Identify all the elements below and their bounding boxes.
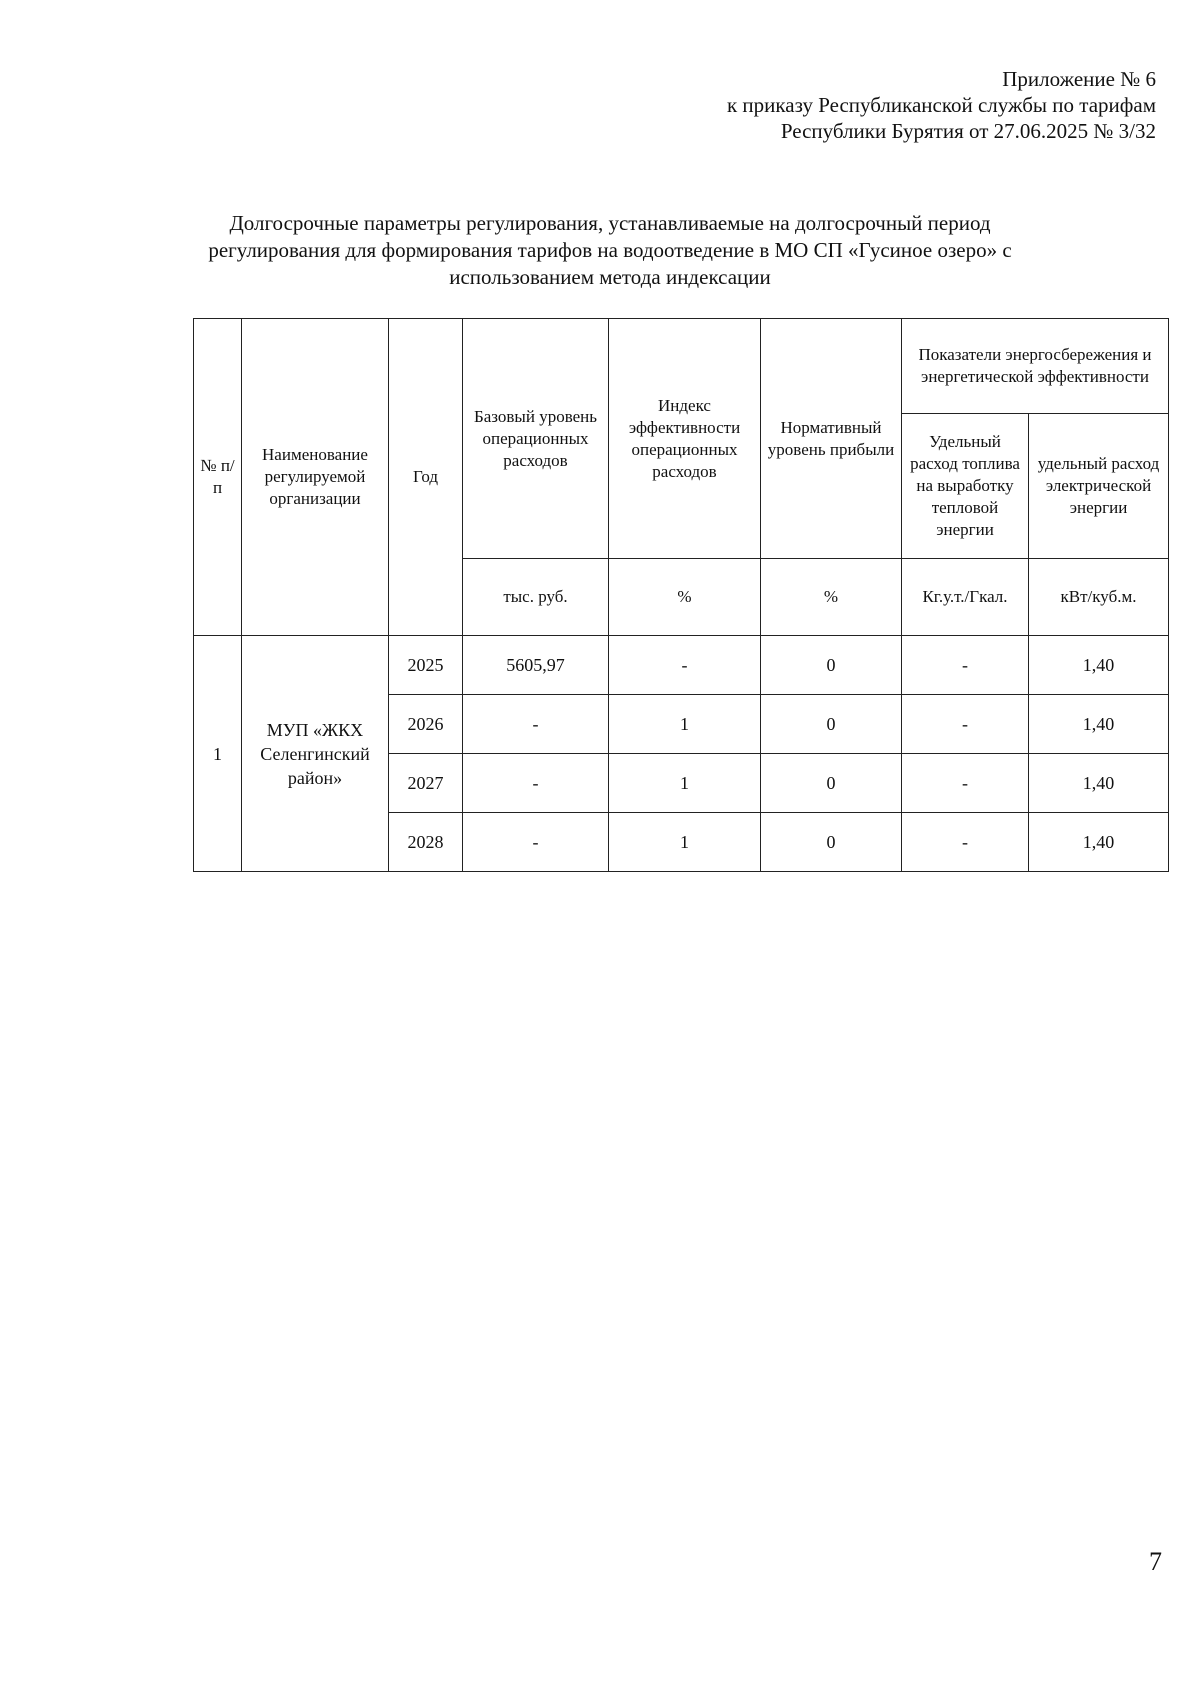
unit-profit: % — [761, 559, 902, 636]
unit-fuel: Кг.у.т./Гкал. — [902, 559, 1029, 636]
cell-index: - — [609, 636, 761, 695]
appendix-reference — [727, 66, 1156, 144]
header-fuel: Удельный расход топлива на выработку тепловой энергии — [902, 414, 1029, 559]
parameters-table — [193, 318, 1169, 872]
page-number: 7 — [1149, 1547, 1162, 1576]
header-electric: удельный расход электрической энергии — [1029, 414, 1169, 559]
cell-fuel: - — [902, 636, 1029, 695]
cell-index: 1 — [609, 813, 761, 872]
cell-year: 2027 — [389, 754, 463, 813]
title-line-1: Долгосрочные параметры регулирования, устанавливаемые на долгосрочный период — [229, 211, 991, 235]
header-profit: Нормативный уровень прибыли — [761, 319, 902, 559]
title-line-3: использованием метода индексации — [449, 265, 771, 289]
cell-fuel: - — [902, 695, 1029, 754]
cell-year: 2025 — [389, 636, 463, 695]
header-num: № п/п — [194, 319, 242, 636]
cell-year: 2028 — [389, 813, 463, 872]
cell-electric: 1,40 — [1029, 695, 1169, 754]
title-line-2: регулирования для формирования тарифов на водоотведение в МО СП «Гусиное озеро» с — [208, 238, 1012, 262]
appendix-line-3: Республики Бурятия от 27.06.2025 № 3/32 — [780, 119, 1156, 143]
header-row-top — [194, 319, 1169, 414]
cell-base: - — [463, 695, 609, 754]
header-org: Наименование регулируемой организации — [242, 319, 389, 636]
unit-index: % — [609, 559, 761, 636]
cell-profit: 0 — [761, 695, 902, 754]
cell-profit: 0 — [761, 813, 902, 872]
row-number: 1 — [194, 636, 242, 872]
cell-base: 5605,97 — [463, 636, 609, 695]
table-row — [194, 636, 1169, 695]
header-year: Год — [389, 319, 463, 636]
header-base: Базовый уровень операционных расходов — [463, 319, 609, 559]
cell-base: - — [463, 754, 609, 813]
appendix-line-1: Приложение № 6 — [1002, 67, 1156, 91]
header-index: Индекс эффективности операционных расходов — [609, 319, 761, 559]
cell-electric: 1,40 — [1029, 754, 1169, 813]
cell-fuel: - — [902, 813, 1029, 872]
document-title — [150, 210, 1070, 291]
cell-base: - — [463, 813, 609, 872]
cell-index: 1 — [609, 754, 761, 813]
organization-name: МУП «ЖКХ Селенгинский район» — [242, 636, 389, 872]
cell-electric: 1,40 — [1029, 813, 1169, 872]
cell-fuel: - — [902, 754, 1029, 813]
cell-electric: 1,40 — [1029, 636, 1169, 695]
cell-profit: 0 — [761, 754, 902, 813]
cell-year: 2026 — [389, 695, 463, 754]
unit-electric: кВт/куб.м. — [1029, 559, 1169, 636]
appendix-line-2: к приказу Республиканской службы по тарифам — [726, 93, 1156, 117]
header-energy-group: Показатели энергосбережения и энергетической эффективности — [902, 319, 1169, 414]
cell-profit: 0 — [761, 636, 902, 695]
unit-base: тыс. руб. — [463, 559, 609, 636]
cell-index: 1 — [609, 695, 761, 754]
